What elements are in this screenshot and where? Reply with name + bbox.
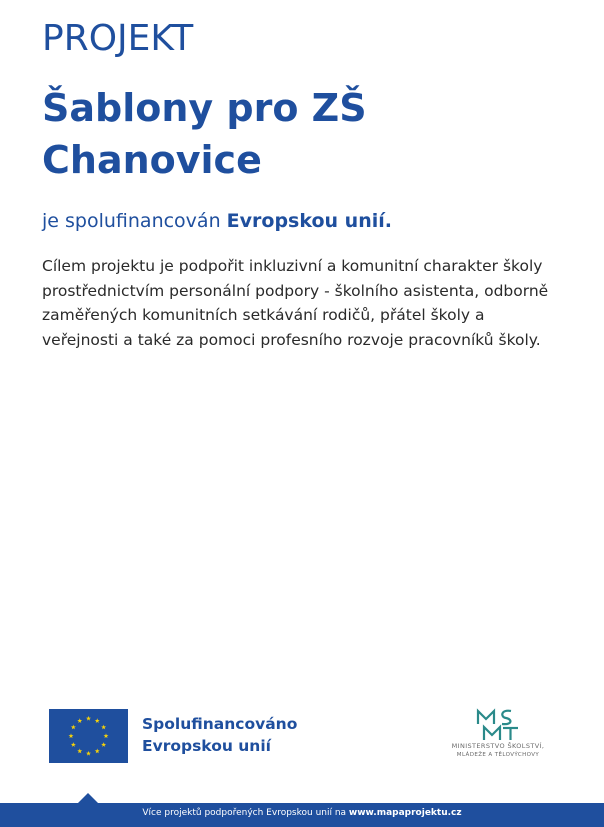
cofinance-bold: Evropskou unií. [226,210,392,232]
project-label: PROJEKT [42,18,194,59]
msmt-logo [436,708,560,760]
eu-cofinance-logo-text [142,713,297,757]
msmt-line1: MINISTERSTVO ŠKOLSTVÍ, [451,742,545,750]
project-description: Cílem projektu je podpořit inkluzivní a komunitní charakter školy prostřednictvím personální podpory - školního asistenta, odborně zaměřených komunitních setkávání rodičů, přátel školy a veřejnosti a také za pomoci profesního rozvoje pracovníků školy. [42,257,549,349]
footer-notch [78,793,98,803]
footer-text [0,808,604,818]
msmt-logo-icon [475,708,521,742]
eu-flag-icon [49,709,128,763]
project-title-line2: Chanovice [42,138,262,182]
project-title [42,82,562,186]
eu-text-line2: Evropskou unií [142,737,271,755]
footer-link[interactable]: www.mapaprojektu.cz [348,808,462,818]
cofinance-statement [42,210,392,232]
project-title-line1: Šablony pro ZŠ [42,86,367,130]
msmt-line2: MLÁDEŽE A TĚLOVÝCHOVY [456,752,540,758]
footer-prefix: Více projektů podpořených Evropskou unií na [142,808,349,818]
eu-text-line1: Spolufinancováno [142,715,298,733]
cofinance-prefix: je spolufinancován [42,210,227,232]
